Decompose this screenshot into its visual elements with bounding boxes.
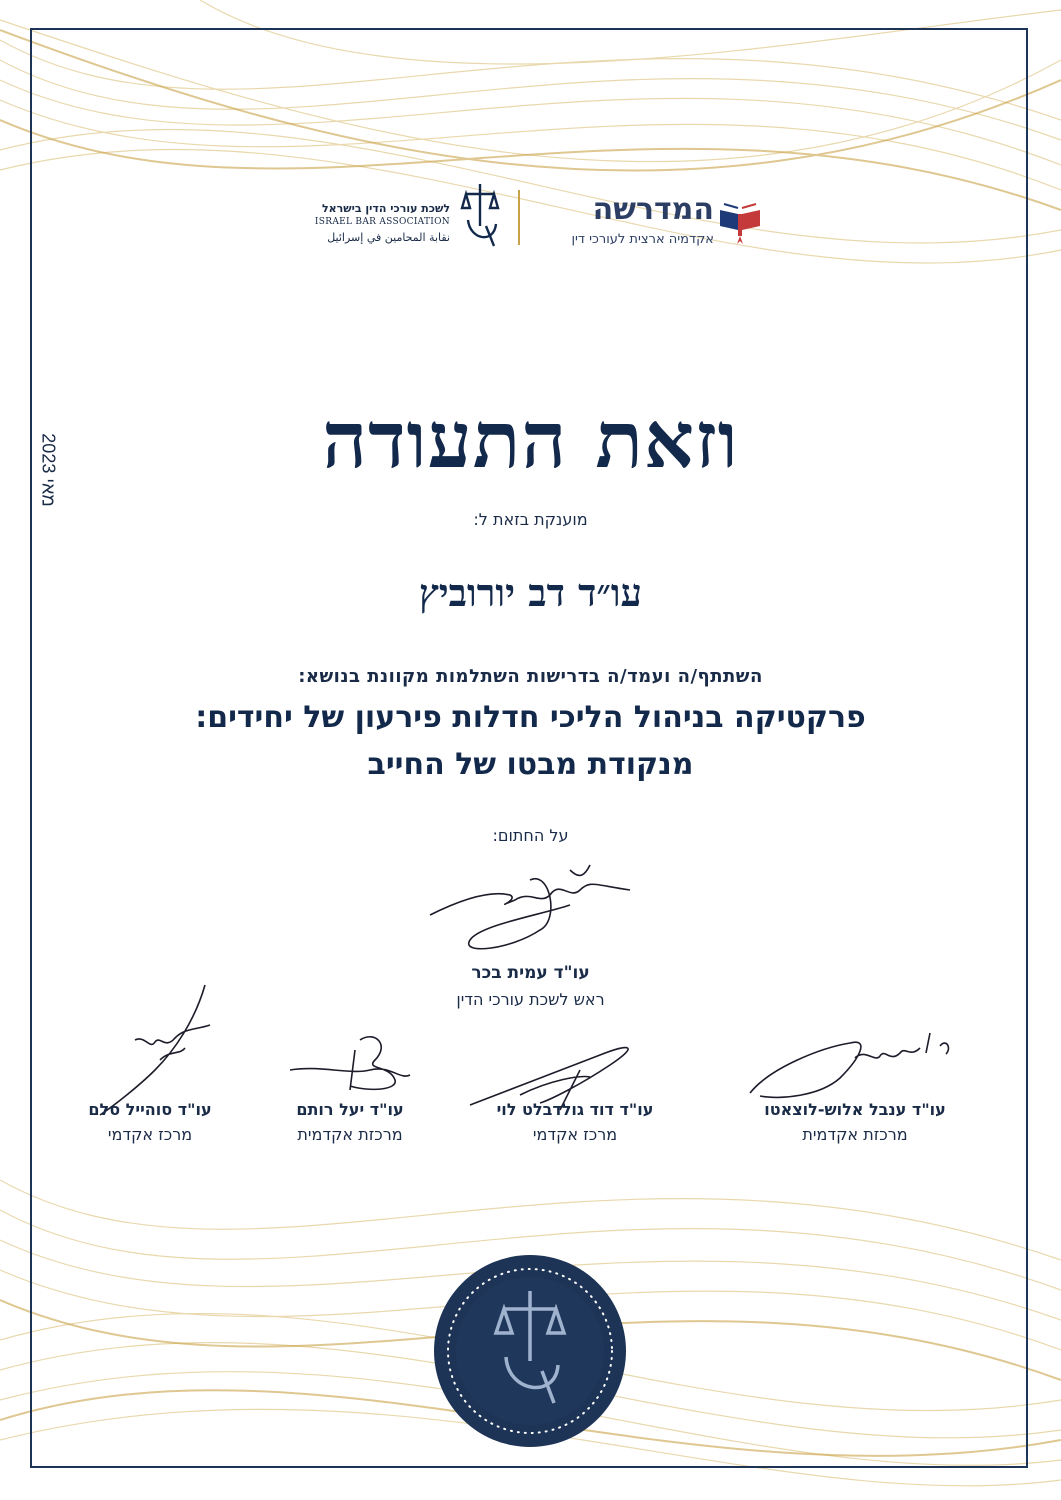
- academy-subtitle: אקדמיה ארצית לעורכי דין: [571, 232, 714, 247]
- israel-bar-association-logo: [300, 180, 505, 270]
- head-signer-role: ראש לשכת עורכי הדין: [456, 990, 605, 1009]
- signature-1: [740, 1018, 970, 1108]
- signer-role: מרכז אקדמי: [107, 1125, 193, 1144]
- signer-name: עו"ד דוד גולדבלט לוי: [496, 1100, 654, 1119]
- signed-label: על החתום:: [492, 826, 569, 845]
- signer-role: מרכזת אקדמית: [297, 1125, 403, 1144]
- bar-association-arabic: نقابة المحامين في إسرائيل: [327, 231, 450, 244]
- academy-name: המדרשה: [592, 192, 714, 227]
- signer-4: [30, 1100, 270, 1144]
- bar-association-english: ISRAEL BAR ASSOCIATION: [314, 217, 450, 227]
- date-text: מאי 2023: [38, 433, 59, 507]
- signer-role: מרכז אקדמי: [532, 1125, 618, 1144]
- open-book-icon: [718, 200, 762, 248]
- course-title-line2: מנקודת מבטו של החייב: [367, 747, 694, 782]
- signer-2: [455, 1100, 695, 1144]
- recipient-name: עו״ד דב יורוביץ: [418, 570, 643, 615]
- signer-role: מרכזת אקדמית: [802, 1125, 908, 1144]
- signature-4: [85, 980, 225, 1120]
- signature-3: [280, 1020, 430, 1100]
- certificate-title: וזאת התעודה: [322, 395, 739, 486]
- participation-label: השתתף/ה ועמד/ה בדרישות השתלמות מקוונת בנושא:: [298, 666, 763, 687]
- scales-of-justice-icon: [460, 180, 500, 250]
- signer-name: עו"ד יעל רותם: [296, 1100, 404, 1119]
- bar-association-hebrew: לשכת עורכי הדין בישראל: [321, 202, 450, 215]
- bar-association-seal: [432, 1253, 628, 1449]
- header-logos: [300, 180, 760, 270]
- signer-name: עו"ד סוהייל סלם: [88, 1100, 212, 1119]
- head-signer-name: עו"ד עמית בכר: [471, 963, 590, 983]
- signer-1: [735, 1100, 975, 1144]
- signer-name: עו"ד ענבל אלוש-לוצאטו: [764, 1100, 946, 1119]
- logo-divider: [518, 190, 520, 245]
- awarded-to-label: מוענקת בזאת ל:: [473, 510, 588, 529]
- course-title-line1: פרקטיקה בניהול הליכי חדלות פירעון של יחידים:: [195, 700, 866, 735]
- madrasha-logo: [532, 192, 762, 262]
- head-signature: [420, 860, 640, 960]
